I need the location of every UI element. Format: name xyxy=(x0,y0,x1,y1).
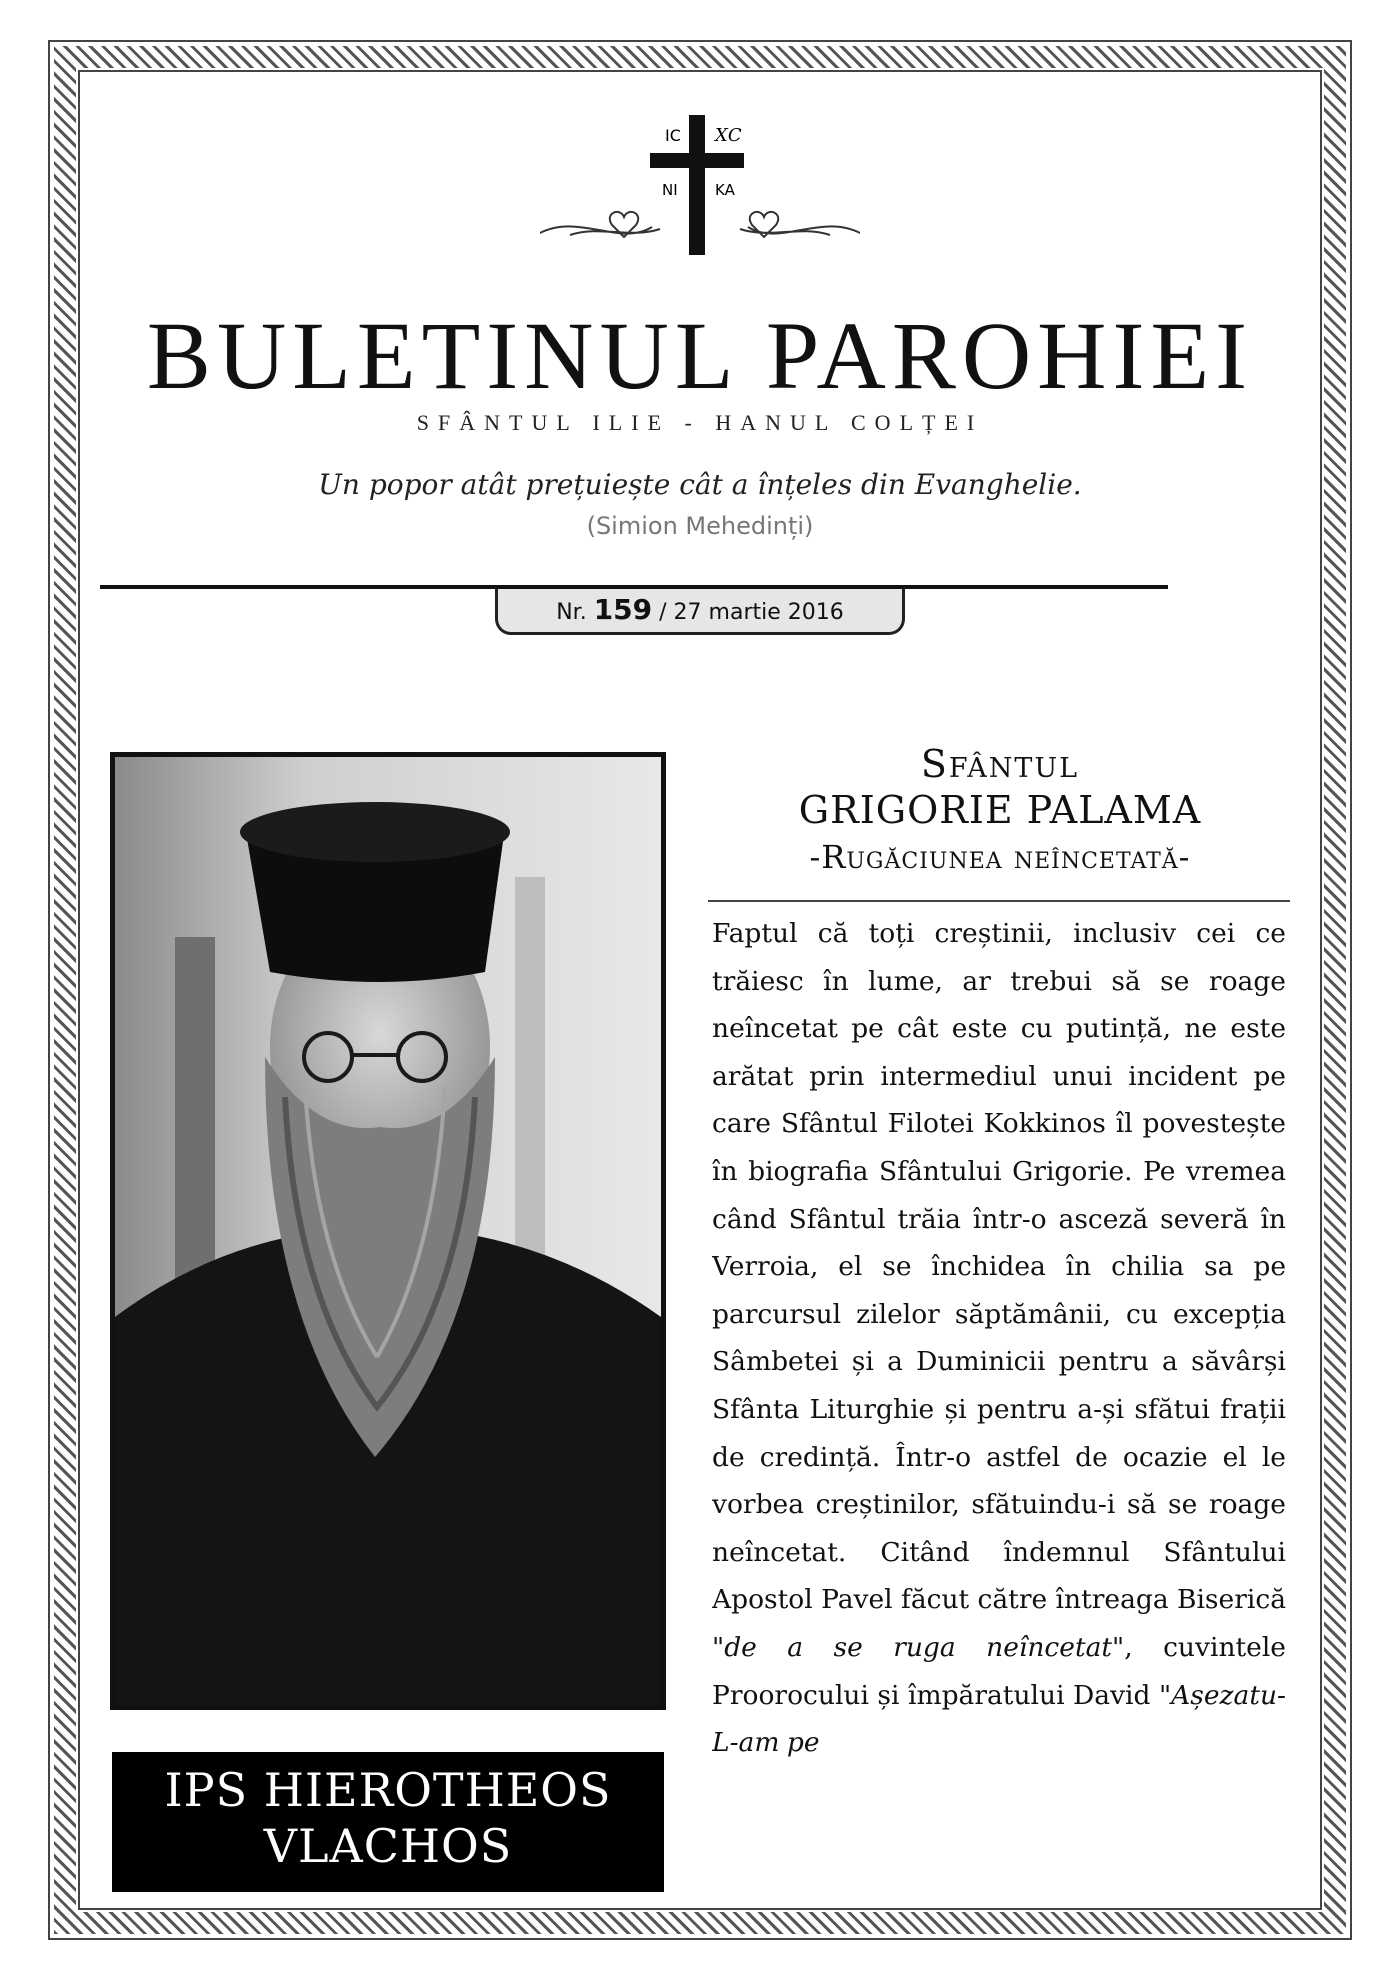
emblem-xc: ΧC xyxy=(715,125,742,146)
body-text-1: Faptul că toți creștinii, inclusiv cei ce trăiesc în lume, ar trebui să se roage neîncetat pe cât este cu putință, ne este arătat prin intermediul unui incident pe care Sfântul Filotei Kokkinos îl povestește în biografia Sfântului Grigorie. Pe vremea când Sfântul trăia într-o asceză severă în Verroia, el se închidea în chilia sa pe parcursul zilelor săptămânii, cu excepția Sâmbetei și a Duminicii pentru a săvârși Sfânta Liturghie și pentru a-și sfătui frații de credință. Într-o astfel de ocazie el le vorbea creștinilor, sfătuindu-i să se roage neîncetat. Citând îndemnul Sfântului Apostol Pavel făcut către întreaga Biserică " xyxy=(712,918,1286,1663)
article-title: GRIGORIE PALAMA xyxy=(798,788,1202,832)
portrait-image xyxy=(115,757,661,1705)
emblem-ni: NI xyxy=(662,181,678,199)
emblem-ic: IC xyxy=(665,126,681,145)
article-body xyxy=(712,910,1286,1870)
portrait-photo xyxy=(110,752,666,1710)
issue-prefix: Nr. xyxy=(556,600,587,625)
photo-caption xyxy=(112,1752,664,1892)
masthead-title: BULETINUL PAROHIEI xyxy=(146,302,1254,409)
motto-quote: Un popor atât prețuiește cât a înțeles din Evanghelie. xyxy=(318,468,1082,501)
caption-line-1: IPS HIEROTHEOS xyxy=(164,1763,612,1817)
masthead-subtitle: SFÂNTUL ILIE - HANUL COLȚEI xyxy=(416,410,984,435)
caption-line-2: VLACHOS xyxy=(263,1819,513,1873)
body-quote-2: Așezatu-L-am pe xyxy=(712,1679,1286,1759)
motto-author: (Simion Mehedinți) xyxy=(586,512,814,540)
issue-tab xyxy=(495,589,905,635)
body-quote-1: de a se ruga neîncetat xyxy=(724,1631,1113,1663)
article-divider xyxy=(708,900,1290,902)
emblem-ka: KA xyxy=(715,181,735,199)
issue-number: 159 xyxy=(593,593,653,626)
orthodox-cross-icon xyxy=(540,115,860,265)
article-subtitle: -Rugăciunea neîncetată- xyxy=(809,838,1191,876)
article-kicker: Sfântul xyxy=(920,742,1080,786)
issue-date: / 27 martie 2016 xyxy=(659,600,844,625)
body-text-2: ", cuvintele Proorocului și împăratului David " xyxy=(712,1631,1286,1711)
